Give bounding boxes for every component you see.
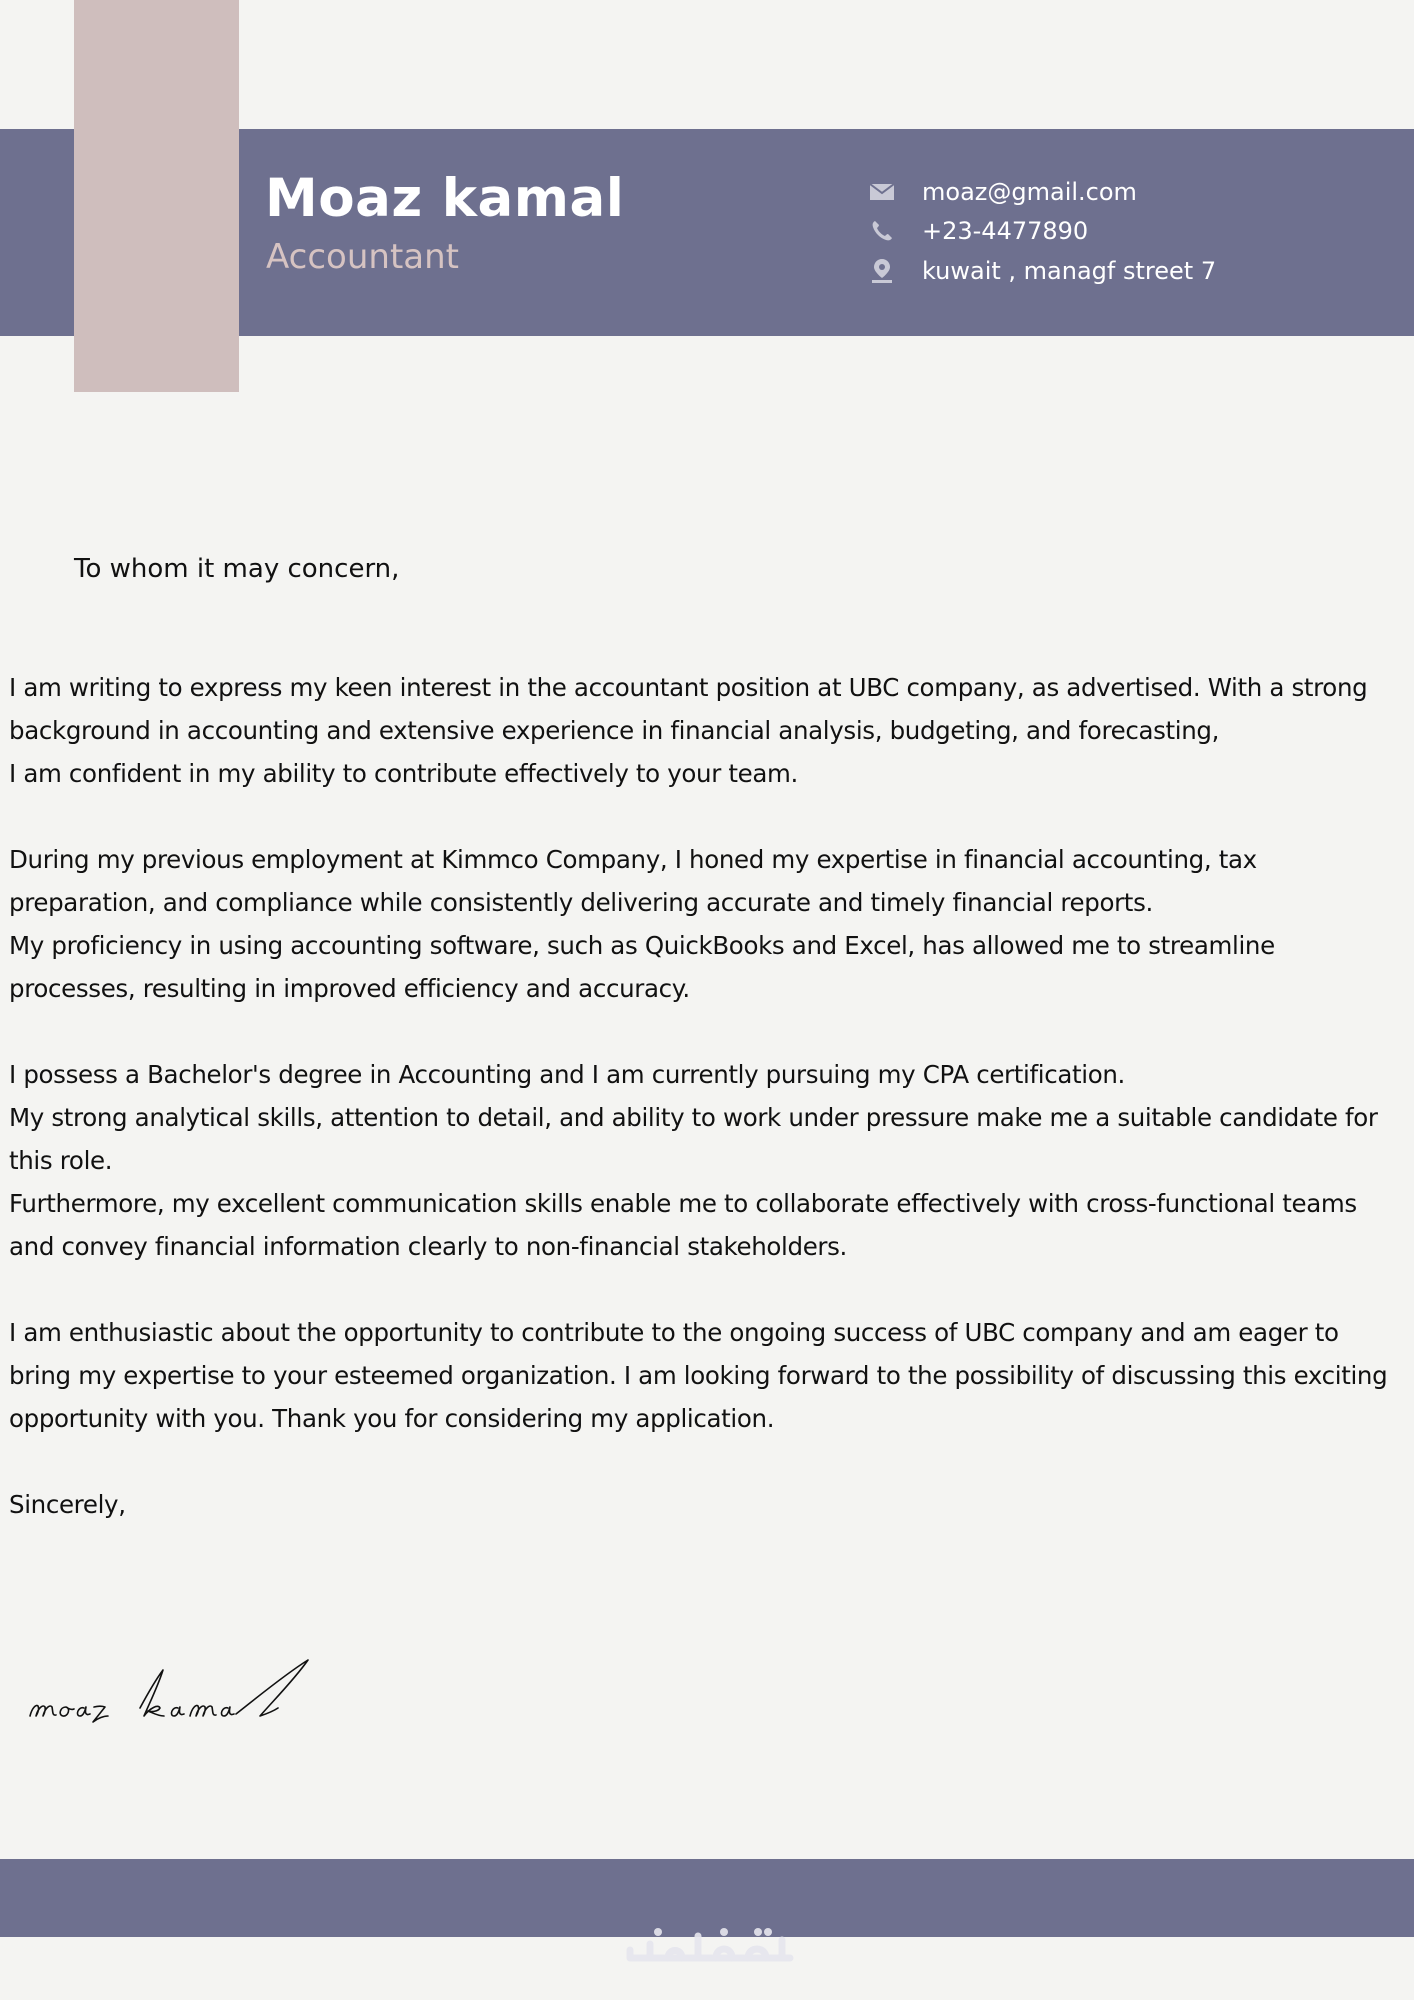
paragraph-line: I am writing to express my keen interest in the accountant position at UBC company, as advertised. With a strong [9, 673, 1368, 702]
salutation: To whom it may concern, [74, 554, 400, 584]
paragraph [9, 838, 1409, 1010]
paragraph-line: processes, resulting in improved efficiency and accuracy. [9, 974, 690, 1003]
paragraph-line: Furthermore, my excellent communication skills enable me to collaborate effectively with cross-functional teams [9, 1189, 1357, 1218]
applicant-title: Accountant [266, 237, 459, 277]
contact-phone [868, 212, 1408, 252]
phone-icon [868, 217, 896, 245]
paragraph-line: I am confident in my ability to contribute effectively to your team. [9, 759, 798, 788]
paragraph-line: bring my expertise to your esteemed organization. I am looking forward to the possibility of discussing this exciting [9, 1361, 1388, 1390]
closing-text: Sincerely, [9, 1490, 126, 1519]
paragraph [9, 1053, 1409, 1268]
paragraph-line: this role. [9, 1146, 113, 1175]
paragraph-line: My strong analytical skills, attention to detail, and ability to work under pressure make me a suitable candidate for [9, 1103, 1378, 1132]
contact-address-text: kuwait , managf street 7 [922, 256, 1217, 285]
contact-list [868, 172, 1408, 291]
khamsat-watermark-logo [620, 1910, 800, 1970]
paragraph [9, 1311, 1409, 1440]
letter-body [9, 666, 1409, 1569]
paragraph-line: opportunity with you. Thank you for considering my application. [9, 1404, 775, 1433]
mail-icon [868, 178, 896, 206]
contact-phone-text: +23-4477890 [922, 217, 1089, 246]
closing [9, 1483, 1409, 1526]
handwritten-signature [22, 1650, 332, 1744]
applicant-name: Moaz kamal [265, 168, 625, 229]
paragraph-line: preparation, and compliance while consistently delivering accurate and timely financial reports. [9, 888, 1153, 917]
paragraph-line: During my previous employment at Kimmco Company, I honed my expertise in financial accounting, tax [9, 845, 1257, 874]
paragraph-line: and convey financial information clearly to non-financial stakeholders. [9, 1232, 847, 1261]
paragraph-line: background in accounting and extensive experience in financial analysis, budgeting, and forecasting, [9, 716, 1220, 745]
contact-email [868, 172, 1408, 212]
paragraph [9, 666, 1409, 795]
accent-block [74, 0, 239, 392]
paragraph-line: I am enthusiastic about the opportunity to contribute to the ongoing success of UBC company and am eager to [9, 1318, 1339, 1347]
contact-address [868, 251, 1408, 291]
location-pin-icon [868, 257, 896, 285]
paragraph-line: My proficiency in using accounting software, such as QuickBooks and Excel, has allowed me to streamline [9, 931, 1275, 960]
paragraph-line: I possess a Bachelor's degree in Accounting and I am currently pursuing my CPA certification. [9, 1060, 1125, 1089]
contact-email-text: moaz@gmail.com [922, 177, 1137, 206]
